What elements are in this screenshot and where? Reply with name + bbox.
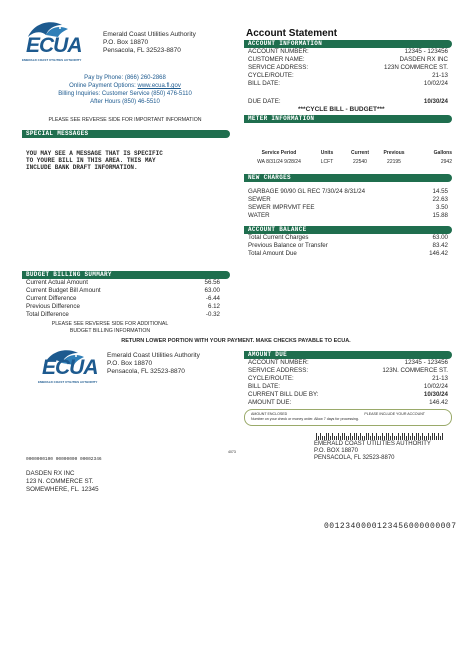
budget-row: Current Budget Bill Amount 63.00 (26, 287, 220, 294)
budget-reverse-note: PLEASE SEE REVERSE SIDE FOR ADDITIONAL BUDGET BILLING INFORMATION (51, 321, 169, 334)
return-portion-note: RETURN LOWER PORTION WITH YOUR PAYMENT. MAKE CHECKS PAYABLE TO ECUA. (121, 338, 351, 344)
special-message-line: TO YOURE BILL IN THIS AREA. THIS MAY (26, 157, 156, 164)
company-box-lower: P.O. Box 18870 (107, 360, 153, 367)
remit-address (314, 441, 431, 462)
amount-due-row: SERVICE ADDRESS: 123N. COMMERCE ST. (248, 367, 448, 374)
meter-table (248, 150, 452, 165)
budget-billing-list (26, 279, 220, 319)
amount-enclosed-box[interactable] (244, 409, 452, 426)
logo-wordmark: ECUA (26, 34, 82, 57)
remit-box: P.O. BOX 18870 (314, 448, 358, 454)
billing-inquiries: Billing Inquiries: Customer Service (850) 476-5110 (58, 91, 192, 97)
account-row: SERVICE ADDRESS: 123N COMMERCE ST. (248, 64, 448, 71)
small-code: 4073 (228, 450, 236, 454)
postal-barcode (316, 433, 443, 440)
amount-due-list (248, 359, 448, 407)
amount-due-header: AMOUNT DUE (244, 351, 452, 359)
meter-table-row: WA 8/31/24 9/28/24 LCFT 22540 22195 2942 (257, 159, 452, 165)
account-information-header: ACCOUNT INFORMATION (244, 40, 452, 48)
balance-row: Total Amount Due 146.42 (248, 250, 448, 257)
special-messages-text (26, 150, 163, 171)
customer-address-street: 123 N. COMMERCE ST. (26, 478, 94, 485)
budget-row: Previous Difference 6.12 (26, 303, 220, 310)
customer-address (26, 470, 99, 494)
charge-row: WATER 15.88 (248, 212, 448, 219)
logo-wordmark-lower: ECUA (42, 356, 98, 379)
cycle-bill-note: ***CYCLE BILL - BUDGET*** (298, 106, 385, 113)
account-balance-header: ACCOUNT BALANCE (244, 226, 452, 234)
remit-name: EMERALD COAST UTILITIES AUTHORITY (314, 441, 431, 447)
account-row: ACCOUNT NUMBER: 12345 - 123456 (248, 48, 448, 55)
budget-row: Current Actual Amount 56.56 (26, 279, 220, 286)
amount-due-row: BILL DATE: 10/02/24 (248, 383, 448, 390)
meter-table-header: Service Period Units Current Previous Gallons (261, 150, 452, 156)
logo-tagline: EMERALD COAST UTILITIES AUTHORITY (22, 58, 82, 62)
amount-due-row: ACCOUNT NUMBER: 12345 - 123456 (248, 359, 448, 366)
budget-row: Current Difference -6.44 (26, 295, 220, 302)
budget-billing-header: BUDGET BILLING SUMMARY (22, 271, 230, 279)
processing-note: Number on your check or money order. Allow 7 days for processing. (251, 417, 359, 421)
amount-due-row: CYCLE/ROUTE: 21-13 (248, 375, 448, 382)
after-hours: After Hours (850) 46-5510 (90, 99, 160, 105)
online-payment: Online Payment Options: www.ecua.fl.gov (69, 83, 181, 89)
scan-line: 0000000100 00000000 00002346 (26, 457, 102, 462)
customer-address-city: SOMEWHERE, FL. 12345 (26, 486, 99, 493)
special-messages-header: SPECIAL MESSAGES (22, 130, 230, 138)
online-payment-link[interactable]: www.ecua.fl.gov (137, 83, 181, 89)
amount-due-row: CURRENT BILL DUE BY: 10/30/24 (248, 391, 448, 398)
company-name: Emerald Coast Utilities Authority (103, 31, 196, 38)
account-balance-list (248, 234, 448, 258)
customer-address-name: DASDEN RX INC (26, 470, 75, 477)
meter-information-header: METER INFORMATION (244, 115, 452, 123)
amount-due-row: AMOUNT DUE: 146.42 (248, 399, 448, 406)
statement-title: Account Statement (246, 28, 338, 39)
due-date-row: DUE DATE: 10/30/24 (248, 98, 448, 105)
account-information-list (248, 48, 448, 88)
logo-tagline-lower: EMERALD COAST UTILITIES AUTHORITY (38, 380, 98, 384)
account-row: BILL DATE: 10/02/24 (248, 80, 448, 87)
pay-by-phone: Pay by Phone: (866) 260-2868 (84, 75, 166, 81)
balance-row: Total Current Charges 63.00 (248, 234, 448, 241)
new-charges-list (248, 188, 448, 220)
account-row: CYCLE/ROUTE: 21-13 (248, 72, 448, 79)
company-city: Pensacola, FL 32523-8870 (103, 47, 181, 54)
ocr-scan-line: 0012340000123456000000007 (324, 522, 457, 531)
special-message-line: YOU MAY SEE A MESSAGE THAT IS SPECIFIC (26, 150, 163, 157)
company-box: P.O. Box 18870 (103, 39, 149, 46)
company-name-lower: Emerald Coast Utilities Authority (107, 352, 200, 359)
remit-city: PENSACOLA, FL 32523-8870 (314, 455, 395, 461)
charge-row: GARBAGE 90/90 GL REC 7/30/24 8/31/24 14.55 (248, 188, 448, 195)
contact-block (22, 74, 228, 106)
company-city-lower: Pensacola, FL 32523-8870 (107, 368, 185, 375)
include-account-label: PLEASE INCLUDE YOUR ACCOUNT (364, 412, 425, 416)
new-charges-header: NEW CHARGES (244, 174, 452, 182)
budget-row: Total Difference -0.32 (26, 311, 220, 318)
amount-enclosed-label: AMOUNT ENCLOSED (251, 412, 288, 416)
charge-row: SEWER IMPRVMT FEE 3.50 (248, 204, 448, 211)
special-message-line: INCLUDE BANK DRAFT INFORMATION. (26, 164, 138, 171)
charge-row: SEWER 22.63 (248, 196, 448, 203)
account-row: CUSTOMER NAME: DASDEN RX INC (248, 56, 448, 63)
balance-row: Previous Balance or Transfer 83.42 (248, 242, 448, 249)
reverse-side-note: PLEASE SEE REVERSE SIDE FOR IMPORTANT INFORMATION (48, 117, 202, 123)
